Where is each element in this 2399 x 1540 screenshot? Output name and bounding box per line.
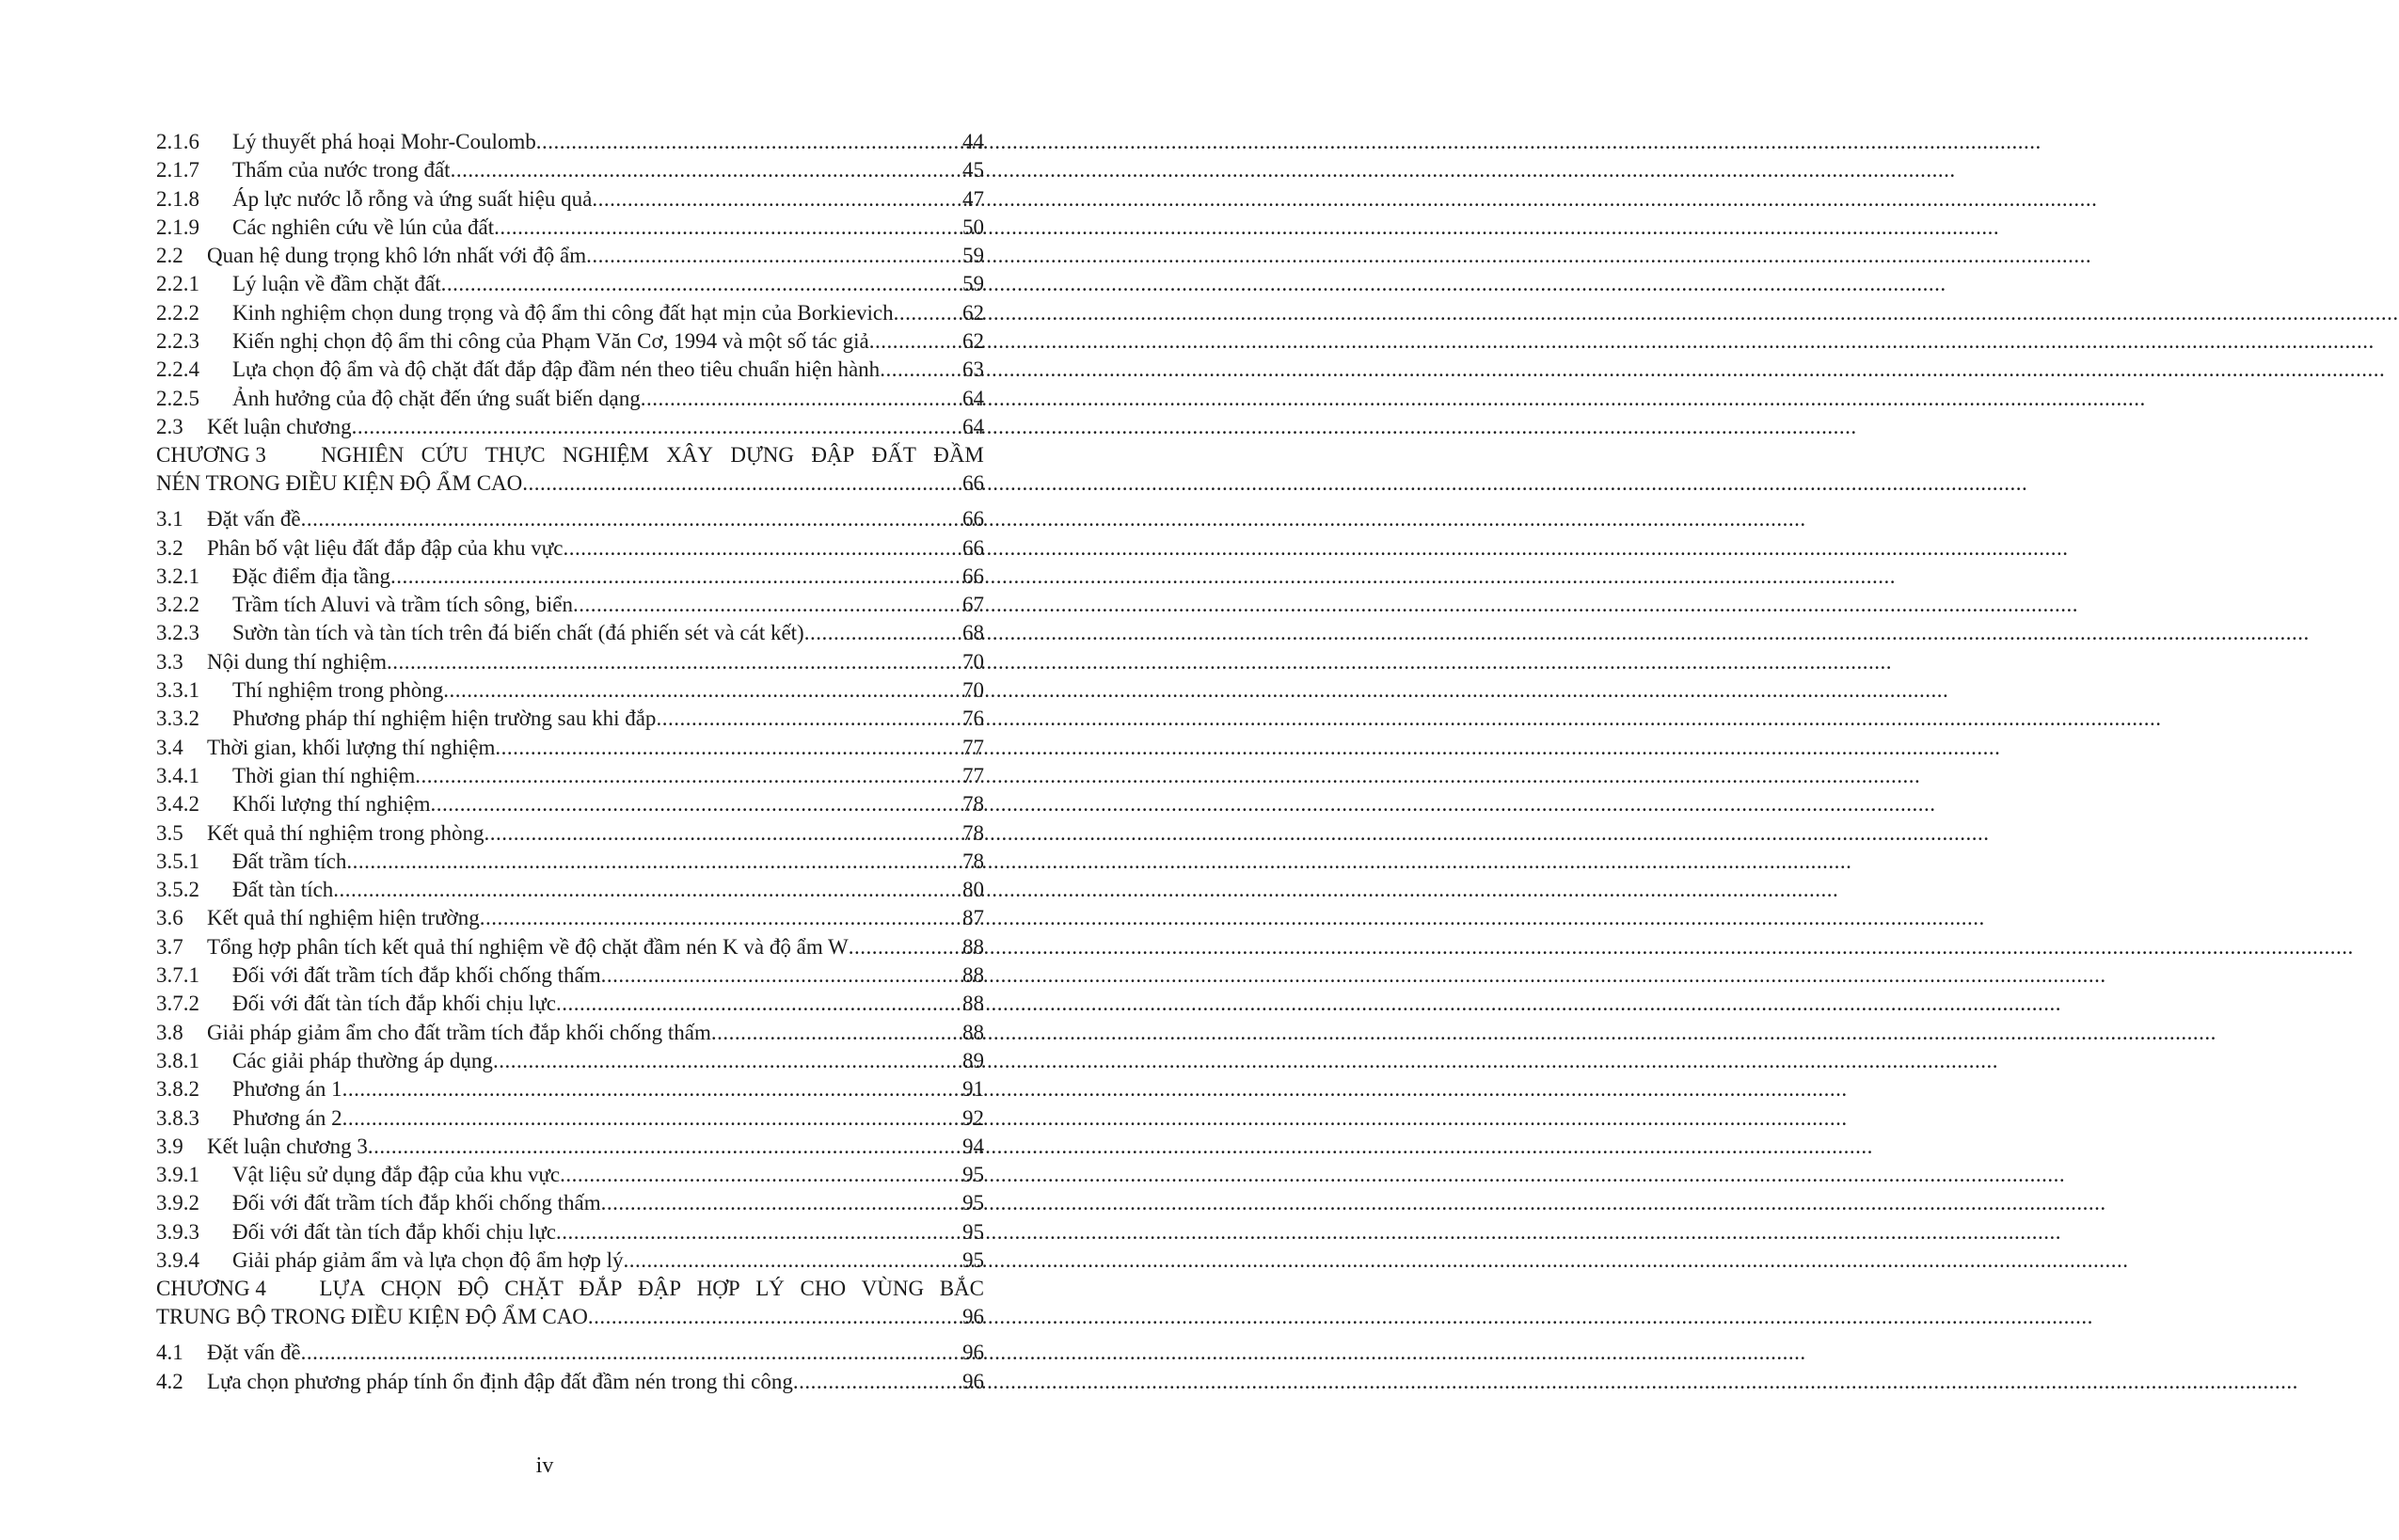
toc-entry-page: 78 xyxy=(962,849,984,873)
toc-leader xyxy=(849,933,962,961)
chapter-title-word: LỰA xyxy=(319,1277,365,1301)
toc-entry-number: 3.6 xyxy=(156,906,183,930)
toc-entry-title: Ảnh hưởng của độ chặt đến ứng suất biến dạng xyxy=(232,386,641,410)
toc-entry-page: 68 xyxy=(962,621,984,645)
chapter-title-word: DỰNG xyxy=(730,443,795,468)
toc-entry-number: 3.3 xyxy=(156,649,183,674)
chapter-title-word: ĐẬP xyxy=(638,1277,682,1301)
toc-entry-number: 3.1 xyxy=(156,507,183,532)
toc-entry-title: Lựa chọn phương pháp tính ổn định đập đất đầm nén trong thi công xyxy=(207,1369,793,1393)
toc-entry-title: Quan hệ dung trọng khô lớn nhất với độ ẩm xyxy=(207,244,587,268)
toc-entry-title: Thời gian, khối lượng thí nghiệm xyxy=(207,735,496,759)
toc-leader xyxy=(352,413,962,441)
toc-leader xyxy=(494,214,962,242)
toc-entry-number: 2.1.6 xyxy=(156,130,199,153)
toc-entry[interactable] xyxy=(156,762,984,790)
toc-entry[interactable] xyxy=(156,933,984,961)
toc-entry-page: 59 xyxy=(962,272,984,296)
toc-entry-number: 3.9.3 xyxy=(156,1219,199,1244)
toc-entry-title: Nội dung thí nghiệm xyxy=(207,649,388,674)
toc-entry-number: 3.4 xyxy=(156,735,183,759)
toc-leader xyxy=(880,356,962,384)
chapter-4-label: CHƯƠNG 4 xyxy=(156,1277,266,1301)
toc-entry[interactable] xyxy=(156,413,984,441)
toc-entry[interactable] xyxy=(156,619,984,647)
toc-entry-number: 3.8 xyxy=(156,1020,183,1044)
toc-entry-page: 47 xyxy=(962,186,984,211)
chapter-3-title-line1 xyxy=(156,441,984,469)
toc-entry-title: Trầm tích Aluvi và trầm tích sông, biển xyxy=(232,593,574,617)
toc-entry-number: 3.7.2 xyxy=(156,992,199,1016)
toc-entry-page: 88 xyxy=(962,934,984,959)
toc-entry[interactable] xyxy=(156,128,984,156)
toc-entry-number: 3.9 xyxy=(156,1134,183,1158)
toc-section-chapter3 xyxy=(156,505,984,1275)
toc-entry[interactable] xyxy=(156,705,984,733)
toc-section-chapter2 xyxy=(156,128,984,441)
toc-entry[interactable] xyxy=(156,676,984,705)
toc-leader xyxy=(368,1133,962,1161)
toc-leader xyxy=(333,876,962,904)
toc-entry[interactable] xyxy=(156,356,984,384)
toc-entry[interactable] xyxy=(156,327,984,356)
toc-entry-title: Đất tàn tích xyxy=(232,878,334,902)
toc-entry-page: 66 xyxy=(962,535,984,560)
chapter-title-word: ĐỘ xyxy=(457,1277,489,1301)
toc-entry-number: 3.2.1 xyxy=(156,564,199,588)
chapter-title-word: VÙNG xyxy=(861,1277,925,1301)
toc-entry[interactable] xyxy=(156,214,984,242)
toc-entry-title: Kết luận chương xyxy=(207,414,352,438)
toc-leader xyxy=(601,1189,962,1217)
toc-entry-number: 3.8.1 xyxy=(156,1048,199,1072)
chapter-title-word: CHO xyxy=(800,1277,847,1301)
toc-leader xyxy=(522,469,962,498)
toc-entry-title: Đặt vấn đề xyxy=(207,1341,301,1365)
toc-entry-title: Kinh nghiệm chọn dung trọng và độ ẩm thi công đất hạt mịn của Borkievich xyxy=(232,300,894,325)
toc-leader xyxy=(560,1161,962,1189)
toc-entry-number: 2.2 xyxy=(156,244,183,268)
toc-entry-number: 2.2.3 xyxy=(156,329,199,354)
toc-chapter-4[interactable] xyxy=(156,1275,984,1331)
chapter-title-word: CỨU xyxy=(421,443,469,468)
chapter-3-title-rest: NÉN TRONG ĐIỀU KIỆN ĐỘ ẨM CAO xyxy=(156,471,523,496)
toc-entry-title: Phương án 2 xyxy=(232,1105,342,1130)
toc-entry[interactable] xyxy=(156,961,984,990)
toc-entry-title: Lý thuyết phá hoại Mohr-Coulomb xyxy=(232,130,536,153)
chapter-title-word: HỢP xyxy=(696,1277,740,1301)
toc-entry-number: 2.1.8 xyxy=(156,186,199,211)
toc-leader xyxy=(415,762,962,790)
chapter-title-word: CHẶT xyxy=(504,1277,564,1301)
toc-entry-number: 3.3.2 xyxy=(156,706,199,731)
chapter-4-title-line2 xyxy=(156,1303,984,1331)
toc-entry[interactable] xyxy=(156,505,984,533)
toc-leader xyxy=(711,1019,962,1047)
toc-entry-page: 96 xyxy=(962,1341,984,1365)
toc-entry-page: 66 xyxy=(962,564,984,588)
toc-entry-title: Giải pháp giảm ẩm cho đất trầm tích đắp khối chống thấm xyxy=(207,1020,711,1044)
toc-entry-number: 4.2 xyxy=(156,1369,183,1393)
chapter-3-title-line2 xyxy=(156,469,984,498)
toc-leader xyxy=(485,819,963,848)
toc-entry-number: 3.5.1 xyxy=(156,849,199,873)
toc-leader xyxy=(586,242,962,270)
toc-entry-title: Phương pháp thí nghiệm hiện trường sau khi đắp xyxy=(232,706,657,731)
toc-entry-page: 78 xyxy=(962,792,984,817)
toc-leader xyxy=(342,1075,962,1103)
toc-entry-page: 50 xyxy=(962,214,984,239)
toc-entry[interactable] xyxy=(156,848,984,876)
toc-entry-number: 3.9.4 xyxy=(156,1247,199,1272)
toc-entry[interactable] xyxy=(156,648,984,676)
toc-entry[interactable] xyxy=(156,1104,984,1133)
chapter-title-word: ĐẦM xyxy=(933,443,984,468)
chapter-title-word: XÂY xyxy=(666,443,714,468)
chapter-title-word: ĐẬP xyxy=(811,443,855,468)
chapter-title-word: NGHIÊN xyxy=(321,443,405,468)
chapter-title-word: ĐẤT xyxy=(871,443,916,468)
toc-entry-page: 88 xyxy=(962,992,984,1016)
page-number: iv xyxy=(535,1453,554,1478)
toc-entry[interactable] xyxy=(156,591,984,619)
toc-entry-title: Đối với đất tàn tích đắp khối chịu lực xyxy=(232,992,557,1016)
toc-entry-number: 3.3.1 xyxy=(156,678,199,703)
toc-leader xyxy=(493,1047,962,1075)
toc-entry-title: Áp lực nước lỗ rỗng và ứng suất hiệu quả xyxy=(232,186,593,211)
toc-leader xyxy=(641,385,962,413)
toc-entry-title: Các giải pháp thường áp dụng xyxy=(232,1048,493,1072)
toc-entry[interactable] xyxy=(156,1246,984,1275)
toc-entry-number: 2.2.4 xyxy=(156,357,199,382)
toc-entry[interactable] xyxy=(156,1368,984,1396)
toc-entry[interactable] xyxy=(156,1339,984,1367)
chapter-title-word: THỰC xyxy=(485,443,546,468)
toc-section-chapter4 xyxy=(156,1339,984,1396)
toc-entry-number: 3.9.1 xyxy=(156,1163,199,1187)
toc-entry-number: 3.9.2 xyxy=(156,1191,199,1215)
chapter-4-page: 96 xyxy=(962,1305,984,1329)
toc-entry-title: Phân bố vật liệu đất đắp đập của khu vực xyxy=(207,535,564,560)
toc-entry-number: 3.2.3 xyxy=(156,621,199,645)
chapter-title-word: CHỌN xyxy=(380,1277,442,1301)
toc-entry-title: Sườn tàn tích và tàn tích trên đá biến chất (đá phiến sét và cát kết) xyxy=(232,621,804,645)
toc-entry-number: 3.4.2 xyxy=(156,792,199,817)
toc-entry-title: Đặt vấn đề xyxy=(207,507,301,532)
toc-entry-title: Đối với đất trầm tích đắp khối chống thấm xyxy=(232,963,601,988)
toc-leader xyxy=(346,848,962,876)
toc-entry[interactable] xyxy=(156,1019,984,1047)
toc-entry[interactable] xyxy=(156,242,984,270)
toc-entry-page: 64 xyxy=(962,414,984,438)
toc-entry-number: 3.5.2 xyxy=(156,878,199,902)
toc-entry-page: 88 xyxy=(962,1020,984,1044)
toc-entry[interactable] xyxy=(156,299,984,327)
toc-leader xyxy=(443,676,962,705)
toc-entry-title: Kết quả thí nghiệm hiện trường xyxy=(207,906,480,930)
toc-entry-page: 59 xyxy=(962,244,984,268)
toc-chapter-3[interactable] xyxy=(156,441,984,498)
toc-leader xyxy=(573,591,962,619)
toc-entry-page: 45 xyxy=(962,158,984,183)
toc-entry-page: 92 xyxy=(962,1105,984,1130)
toc-entry-title: Đối với đất tàn tích đắp khối chịu lực xyxy=(232,1219,557,1244)
toc-entry-number: 3.7 xyxy=(156,934,183,959)
toc-entry-page: 76 xyxy=(962,706,984,731)
toc-entry-number: 3.2.2 xyxy=(156,593,199,617)
toc-entry-page: 77 xyxy=(962,763,984,787)
toc-leader xyxy=(588,1303,962,1331)
toc-leader xyxy=(441,270,962,298)
toc-entry-title: Kết quả thí nghiệm trong phòng xyxy=(207,820,485,845)
toc-entry-title: Các nghiên cứu về lún của đất xyxy=(232,214,495,239)
toc-entry[interactable] xyxy=(156,876,984,904)
toc-leader xyxy=(301,1339,962,1367)
toc-entry[interactable] xyxy=(156,1075,984,1103)
chapter-title-word: ĐẮP xyxy=(579,1277,623,1301)
toc-leader xyxy=(431,790,962,818)
chapter-title-word: NGHIỆM xyxy=(562,443,649,468)
toc-entry-page: 88 xyxy=(962,963,984,988)
toc-entry-title: Đặc điểm địa tầng xyxy=(232,564,390,588)
toc-entry-page: 66 xyxy=(962,507,984,532)
toc-leader xyxy=(563,534,962,563)
chapter-3-page: 66 xyxy=(962,471,984,496)
toc-entry-title: Đối với đất trầm tích đắp khối chống thấm xyxy=(232,1191,601,1215)
toc-entry-number: 3.2 xyxy=(156,535,183,560)
toc-entry-title: Tổng hợp phân tích kết quả thí nghiệm về độ chặt đầm nén K và độ ẩm W xyxy=(207,934,849,959)
toc-entry-page: 62 xyxy=(962,329,984,354)
toc-entry[interactable] xyxy=(156,1047,984,1075)
toc-entry-page: 87 xyxy=(962,906,984,930)
toc-entry-page: 91 xyxy=(962,1077,984,1102)
table-of-contents xyxy=(156,128,984,1396)
toc-leader xyxy=(451,156,962,184)
toc-entry-page: 62 xyxy=(962,300,984,325)
toc-entry-page: 70 xyxy=(962,678,984,703)
toc-entry-title: Vật liệu sử dụng đắp đập của khu vực xyxy=(232,1163,561,1187)
toc-entry-title: Thí nghiệm trong phòng xyxy=(232,678,444,703)
toc-entry-title: Kiến nghị chọn độ ẩm thi công của Phạm Văn Cơ, 1994 và một số tác giả xyxy=(232,329,869,354)
toc-entry-number: 3.8.2 xyxy=(156,1077,199,1102)
toc-entry-number: 2.2.1 xyxy=(156,272,199,296)
toc-entry-title: Lý luận về đầm chặt đất xyxy=(232,272,441,296)
toc-entry-number: 2.1.9 xyxy=(156,214,199,239)
toc-entry[interactable] xyxy=(156,819,984,848)
toc-entry-page: 95 xyxy=(962,1191,984,1215)
toc-entry-page: 67 xyxy=(962,593,984,617)
toc-leader xyxy=(656,705,962,733)
toc-entry[interactable] xyxy=(156,385,984,413)
toc-entry-number: 3.7.1 xyxy=(156,963,199,988)
toc-entry[interactable] xyxy=(156,904,984,932)
toc-entry[interactable] xyxy=(156,1161,984,1189)
toc-entry-page: 95 xyxy=(962,1247,984,1272)
toc-leader xyxy=(536,128,962,156)
toc-leader xyxy=(869,327,962,356)
chapter-4-title-line1 xyxy=(156,1275,984,1303)
toc-leader xyxy=(601,961,962,990)
toc-leader xyxy=(592,185,962,214)
toc-entry[interactable] xyxy=(156,270,984,298)
toc-entry-number: 2.3 xyxy=(156,414,183,438)
toc-entry[interactable] xyxy=(156,156,984,184)
toc-entry-page: 64 xyxy=(962,386,984,410)
toc-entry-page: 94 xyxy=(962,1134,984,1158)
toc-entry[interactable] xyxy=(156,990,984,1018)
toc-leader xyxy=(301,505,962,533)
toc-entry-page: 44 xyxy=(962,130,984,153)
toc-leader xyxy=(624,1246,962,1275)
chapter-title-word: BẮC xyxy=(939,1277,984,1301)
toc-entry-title: Phương án 1 xyxy=(232,1077,342,1102)
chapter-3-label: CHƯƠNG 3 xyxy=(156,443,266,468)
toc-leader xyxy=(556,990,962,1018)
toc-leader xyxy=(390,563,962,591)
toc-leader xyxy=(387,648,962,676)
toc-leader xyxy=(556,1218,962,1246)
toc-entry[interactable] xyxy=(156,1189,984,1217)
toc-entry-page: 63 xyxy=(962,357,984,382)
toc-leader xyxy=(894,299,962,327)
toc-entry-number: 2.1.7 xyxy=(156,158,199,183)
toc-entry-title: Giải pháp giảm ẩm và lựa chọn độ ẩm hợp lý xyxy=(232,1247,624,1272)
toc-entry[interactable] xyxy=(156,790,984,818)
toc-leader xyxy=(342,1104,962,1133)
toc-leader xyxy=(495,734,962,762)
chapter-4-title-rest: TRUNG BỘ TRONG ĐIỀU KIỆN ĐỘ ẨM CAO xyxy=(156,1305,588,1329)
toc-entry-page: 78 xyxy=(962,820,984,845)
toc-entry-title: Thời gian thí nghiệm xyxy=(232,763,416,787)
toc-entry-number: 2.2.5 xyxy=(156,386,199,410)
toc-entry-title: Lựa chọn độ ẩm và độ chặt đất đắp đập đầm nén theo tiêu chuẩn hiện hành xyxy=(232,357,881,382)
toc-entry-title: Khối lượng thí nghiệm xyxy=(232,792,431,817)
toc-entry[interactable] xyxy=(156,563,984,591)
toc-entry-number: 2.2.2 xyxy=(156,300,199,325)
toc-entry[interactable] xyxy=(156,1218,984,1246)
toc-entry-page: 89 xyxy=(962,1048,984,1072)
toc-entry-number: 3.5 xyxy=(156,820,183,845)
toc-leader xyxy=(480,904,962,932)
toc-entry-page: 95 xyxy=(962,1219,984,1244)
toc-entry-title: Kết luận chương 3 xyxy=(207,1134,368,1158)
toc-entry-page: 70 xyxy=(962,649,984,674)
toc-entry[interactable] xyxy=(156,534,984,563)
toc-entry[interactable] xyxy=(156,734,984,762)
toc-entry-number: 3.4.1 xyxy=(156,763,199,787)
chapter-title-word: LÝ xyxy=(755,1277,785,1301)
toc-leader xyxy=(793,1368,962,1396)
toc-entry-title: Thấm của nước trong đất xyxy=(232,158,451,183)
toc-entry-page: 77 xyxy=(962,735,984,759)
toc-entry[interactable] xyxy=(156,185,984,214)
toc-entry-page: 96 xyxy=(962,1369,984,1393)
toc-entry-page: 95 xyxy=(962,1163,984,1187)
toc-leader xyxy=(804,619,962,647)
toc-entry[interactable] xyxy=(156,1133,984,1161)
toc-entry-page: 80 xyxy=(962,878,984,902)
toc-entry-title: Đất trầm tích xyxy=(232,849,347,873)
toc-entry-number: 3.8.3 xyxy=(156,1105,199,1130)
toc-entry-number: 4.1 xyxy=(156,1341,183,1365)
